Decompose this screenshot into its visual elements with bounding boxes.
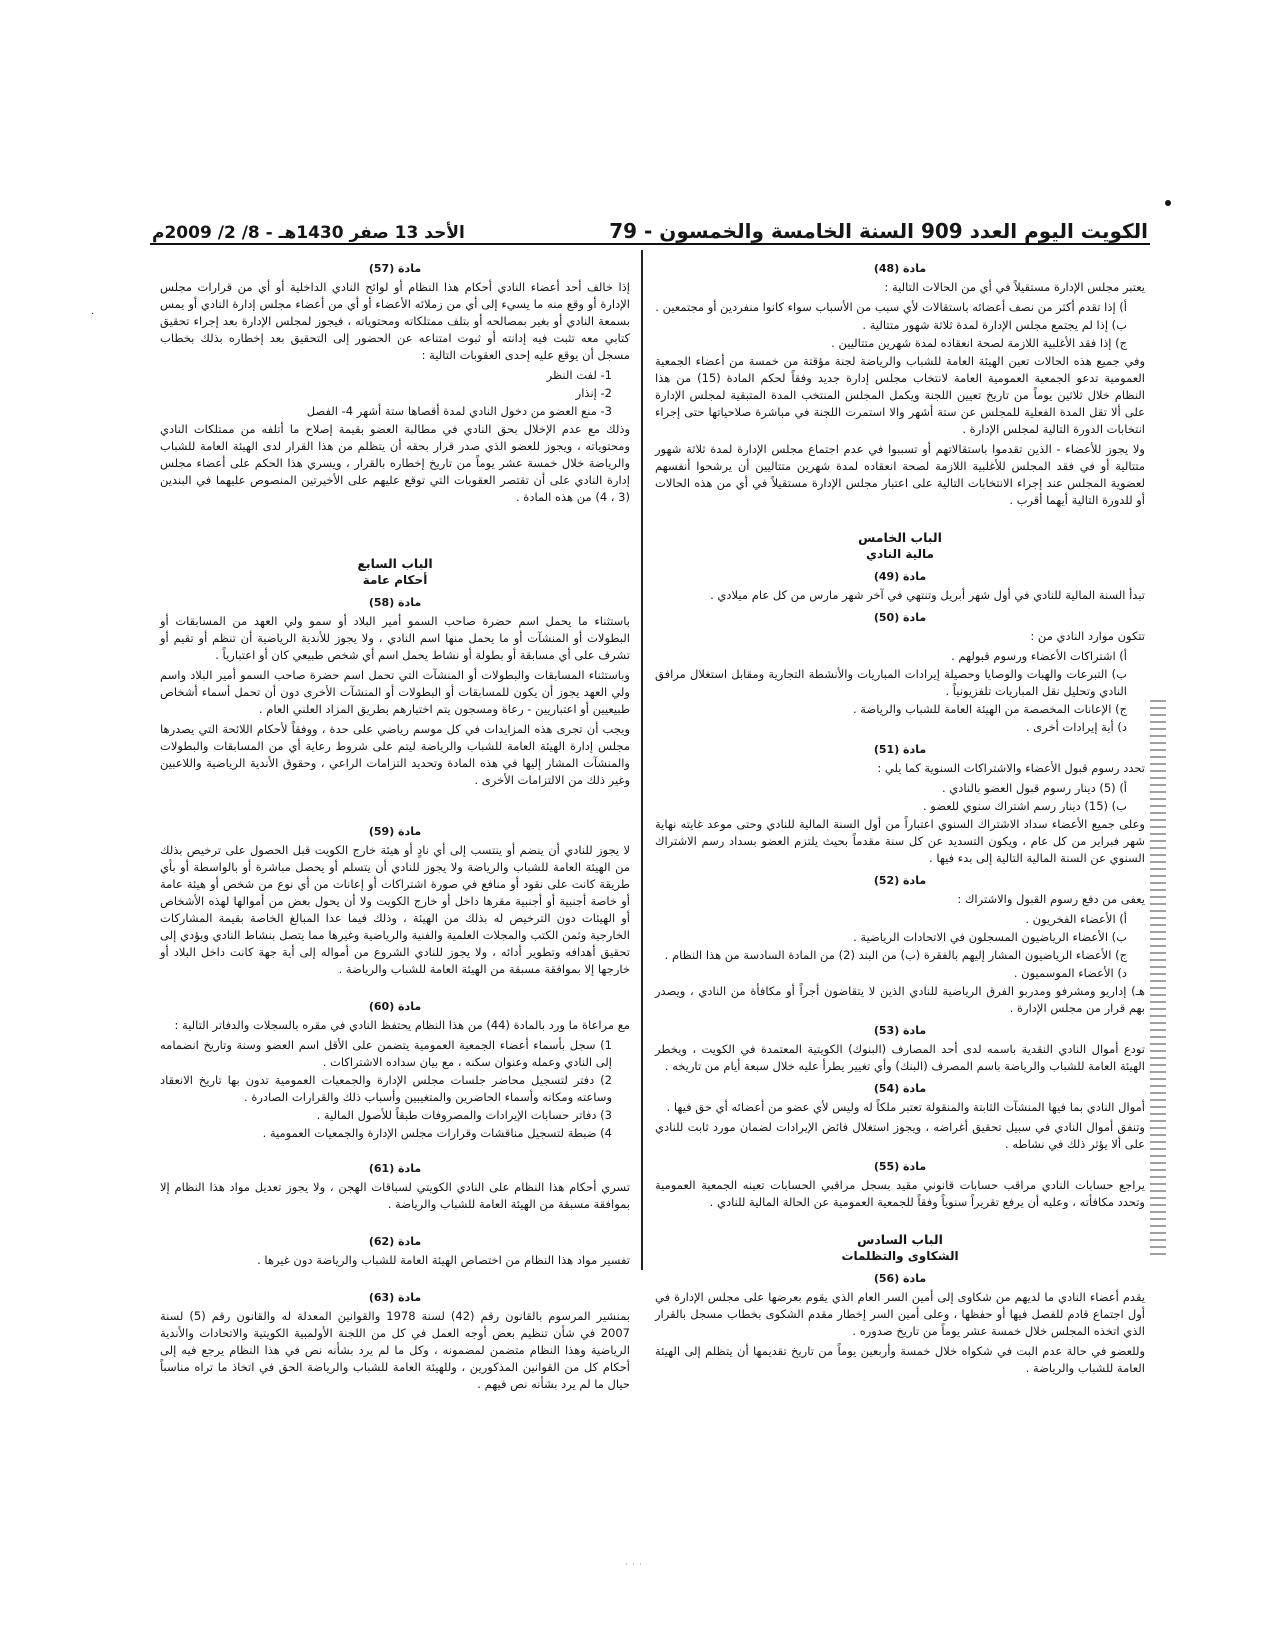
article-text: أموال النادي بما فيها المنشآت الثابتة والمنقولة تعتبر ملكاً له وليس لأي عضو من أعضائه أي حق فيها . [666, 1100, 1145, 1114]
article-text: يراجع حسابات النادي مراقب حسابات قانوني مقيد بسجل مراقبي الحسابات تعينه الجمعية العمومية وتحدد مكافأته ، وعليه أن يرفع تقريراً سنوياً وفقاً للجمعية العمومية عن الحالة المالية للنادي . [655, 1178, 1145, 1209]
article-text: تبدأ السنة المالية للنادي في أول شهر أبريل وتنتهي في آخر شهر مارس من كل عام ميلادي . [710, 588, 1145, 602]
article-list [160, 1037, 630, 1142]
list-item: د) أية إيرادات أخرى . [1025, 720, 1127, 734]
article-title: مادة (59) [368, 825, 422, 838]
article-text: يعفى من دفع رسوم القبول والاشتراك : [957, 892, 1145, 906]
scan-footer-mark: · · · [625, 1560, 643, 1569]
article-title: مادة (56) [873, 1272, 927, 1285]
article-text: تتكون موارد النادي من : [1030, 629, 1145, 643]
article-title: مادة (63) [368, 1291, 422, 1304]
article-text: لا يجوز للنادي أن ينضم أو ينتسب إلى أي نادٍ أو هيئة خارج الكويت قبل الحصول على ترخيص بذلك من الهيئة العامة للشباب والرياضة ولا يجوز للنادي أن يتسلم أو يحصل مباشرة أو بالواسطة أو بأي طريقة كانت على نقود أو منافع في صورة اشتراكات أو إعانات من أي نوع من شخص أو هيئة عامة أو خاصة أجنبية أو أجنبية مقرها داخل أو خارج الكويت ولا أن يحول بعض من أموالها لهذه الأشخاص أو الهيئات دون الترخيص له بذلك من الهيئة ، وذلك فيما عدا المبالغ الخاصة بقيمة المشاركات الخارجية وثمن الكتب والمجلات العلمية والفنية والرياضية وغيرها مما يتصل بنشاط النادي ويؤدي إلى تحقيق أهدافه وتطوير أدائه ، ولا يجوز للنادي الشروع من أمواله إلى أية جهة كانت داخل البلاد أو خارجها إلا بموافقة مسبقة من الهيئة العامة للشباب والرياضة . [160, 843, 630, 976]
article-text: ولا يجوز للأعضاء - الذين تقدموا باستقالاتهم أو تسببوا في عدم اجتماع مجلس الإدارة لمدة ثلاثة شهور متتالية أو في فقد المجلس للأغلبية اللازمة لصحة انعقاده لمدة شهرين متتاليين أن يرشحوا أنفسهم لعضوية المجلس عند إجراء الانتخابات التالية على اعتبار مجلس الإدارة مستقيلاً في أي من هذه الحالات أو للدورة التالية أيهما أقرب . [655, 442, 1145, 507]
article-title: مادة (50) [873, 611, 927, 624]
list-item: 4) ضبطة لتسجيل مناقشات وقرارات مجلس الإدارة والجمعيات العمومية . [262, 1126, 612, 1140]
list-item: ب) الأعضاء الرياضيون المسجلون في الاتحادات الرياضية . [853, 930, 1127, 944]
list-item: أ) الأعضاء الفخريون . [1025, 912, 1127, 926]
left-column [160, 255, 630, 1396]
header-issue: الكويت اليوم العدد 909 السنة الخامسة والخمسون - 79 [609, 219, 1148, 243]
article-title: مادة (58) [368, 596, 422, 609]
column-divider [641, 250, 643, 1270]
article-text: تسري أحكام هذا النظام على النادي الكويتي لسباقات الهجن ، ولا يجوز تعديل مواد هذا النظام إلا بموافقة مسبقة من الهيئة العامة للشباب والرياضة . [160, 1180, 630, 1211]
article-list [655, 299, 1145, 352]
article-title: مادة (60) [368, 1000, 422, 1013]
article-title: مادة (55) [873, 1160, 927, 1173]
article-title: مادة (53) [873, 1024, 927, 1037]
list-item: 3- منع العضو من دخول النادي لمدة أقصاها ستة أشهر 4- الفصل [306, 404, 612, 418]
article-title: مادة (52) [873, 874, 927, 887]
chapter-title: الباب السادس [857, 1232, 943, 1247]
list-item: ج) الإعانات المخصصة من الهيئة العامة للشباب والرياضة . [852, 702, 1127, 716]
article-title: مادة (51) [873, 743, 927, 756]
list-item: ب) التبرعات والهبات والوصايا وحصيلة إيرادات المباريات والأنشطة التجارية ومقابل استغلال مرافق النادي وتحليل نقل المباريات تلفزيونياً . [655, 667, 1127, 698]
list-item: ج) إذا فقد الأغلبية اللازمة لصحة انعقاده لمدة شهرين متتاليين . [831, 336, 1127, 350]
article-title: مادة (62) [368, 1235, 422, 1248]
list-item: ب) إذا لم يجتمع مجلس الإدارة لمدة ثلاثة شهور متتالية . [862, 318, 1127, 332]
article-text: وباستثناء المسابقات والبطولات أو المنشآت التي تحمل اسم حضرة صاحب السمو أمير البلاد واسم ولي العهد يجوز أن يكون للمسابقات أو البطولات أو المنشآت الأخرى دون أن تحمل أسماء أشخاص طبيعيين أو اعتباريين - رعاة ومسجون يتم اختيارهم بطريق المزاد العلني العام . [160, 668, 630, 716]
chapter-title: الباب الخامس [858, 530, 942, 545]
article-text: إذا خالف أحد أعضاء النادي أحكام هذا النظام أو لوائح النادي الداخلية أو أي من قرارات مجلس الإدارة أو وقع منه ما يسيء إلى أي من زملائه الأعضاء أو أي من أعضاء مجلس إدارة النادي أو يمس بسمعة النادي أو بغير بمصالحه أو بتلف ممتلكاته ومحتوياته ، فيجوز لمجلس الإدارة بعد إجراء تحقيق كتابي معه تثبت فيه إدانته أو ثبوت امتناعه عن الحضور إلى التحقيق بعد إخطاره بذلك بخطاب مسجل أن يوقع عليه إحدى العقوبات التالية : [160, 280, 630, 362]
list-item: ب) (15) دينار رسم اشتراك سنوي للعضو . [922, 799, 1127, 813]
chapter-subtitle: الشكاوى والتظلمات [841, 1249, 959, 1263]
article-title: مادة (48) [873, 262, 927, 275]
scan-edge-artifact [1150, 700, 1166, 1260]
article-list [655, 911, 1145, 982]
article-text: وفي جميع هذه الحالات تعين الهيئة العامة للشباب والرياضة لجنة مؤقتة من خمسة من أعضاء الجمعية العمومية تدعو الجمعية العمومية العامة لانتخاب مجلس إدارة جديد وفقاً لحكم المادة (15) من هذا النظام خلال ثلاثين يوماً من تاريخ تعيين اللجنة ويكمل المجلس المنتخب المدة المتبقية لمجلس الإدارة على ألا تقل المدة الفعلية للمجلس عن ستة أشهر والا استمرت اللجنة في مباشرة صلاحياتها حتى إجراء انتخابات الدورة التالية لمجلس الإدارة . [655, 354, 1145, 436]
chapter-title: الباب السابع [357, 556, 433, 571]
chapter-subtitle: مالية النادي [866, 547, 934, 561]
article-text: هـ) إداريو ومشرفو ومدربو الفرق الرياضية للنادي الذين لا يتقاضون أجراً أو مكافأة من النادي ، ويصدر بهم قرار من مجلس الإدارة . [655, 984, 1145, 1015]
article-text: باستثناء ما يحمل اسم حضرة صاحب السمو أمير البلاد أو سمو ولي العهد من المسابقات أو البطولات أو المنشآت أو ما يحمل منها اسم النادي ، ولا يجوز للأندية الرياضية أن تنظم أو تقيم أو تشرف على أي مسابقة أو بطولة أو نشاط يحمل اسم أي شخص طبيعي كان أو اعتبارياً . [160, 614, 630, 662]
list-item: 3) دفاتر حسابات الإيرادات والمصروفات طبقاً للأصول المالية . [316, 1108, 612, 1122]
list-item: 2) دفتر لتسجيل محاضر جلسات مجلس الإدارة والجمعيات العمومية تدون بها تاريخ الانعقاد وساعته ومكانه وأسماء الحاضرين والمتغيبين وأسباب ذلك والقرارات الصادرة . [160, 1073, 612, 1104]
article-title: مادة (61) [368, 1162, 422, 1175]
article-text: تفسير مواد هذا النظام من اختصاص الهيئة العامة للشباب والرياضة دون غيرها . [257, 1253, 630, 1267]
article-title: مادة (54) [873, 1082, 927, 1095]
list-item: ج) الأعضاء الرياضيون المشار إليهم بالفقرة (ب) من البند (2) من المادة السادسة من هذا النظام . [664, 948, 1127, 962]
article-text: يقدم أعضاء النادي ما لديهم من شكاوى إلى أمين السر العام الذي يقوم بعرضها على مجلس الإدارة في أول اجتماع قادم للفصل فيها أو حفظها ، وعلى أمين السر إخطار مقدم الشكوى بخطاب مسجل بالقرار الذي اتخذه المجلس خلال خمسة عشر يوماً من تاريخ صدوره . [655, 1290, 1145, 1338]
list-item: أ) اشتراكات الأعضاء ورسوم قبولهم . [951, 649, 1127, 663]
article-text: بمنشير المرسوم بالقانون رقم (42) لسنة 1978 والقوانين المعدلة له والقانون رقم (5) لسنة 2007 في شأن تنظيم بعض أوجه العمل في كل من اللجنة الأولمبية الكويتية والاتحادات والأندية الرياضية وهذا النظام متضمن لمضمونه ، وكل ما لم يرد بشأنه نص في هذا النظام يرجع فيه إلى أحكام كل من القوانين المذكورين ، وللهيئة العامة للشباب والرياضة الحق في اتخاذ ما تراه مناسباً حيال ما لم يرد بشأنه نص فيهم . [160, 1309, 630, 1391]
article-text: مع مراعاة ما ورد بالمادة (44) من هذا النظام يحتفظ النادي في مقره بالسجلات والدفاتر التالية : [174, 1018, 630, 1032]
article-list [655, 648, 1145, 736]
article-text: وذلك مع عدم الإخلال بحق النادي في مطالبة العضو بقيمة إصلاح ما أتلفه من ممتلكات النادي ومحتوياته ، ويجوز للعضو الذي صدر قرار بحقه أن يتظلم من هذا القرار لدى الهيئة العامة للشباب والرياضة خلال خمسة عشر يوماً من تاريخ إخطاره بالقرار ، ويسري هذا الحكم على أعضاء مجلس إدارة النادي على أن تقتصر العقوبات التي توقع عليهم على الأخيرتين المنصوص عليهما في البندين (3 ، 4) من هذه المادة . [160, 422, 630, 504]
article-text: وعلى جميع الأعضاء سداد الاشتراك السنوي اعتباراً من أول السنة المالية للنادي وحتى موعد غايته نهاية شهر فبراير من كل عام ، ويكون التسديد عن كل سنة مقدماً بحيث يلتزم العضو بسداد رسم الاشتراك السنوي عن السنة المالية التالية إلى بدء فيها . [655, 817, 1145, 865]
article-text: تودع أموال النادي النقدية باسمه لدى أحد المصارف (البنوك) الكويتية المعتمدة في الكويت ، ويخطر الهيئة العامة للشباب والرياضة باسم المصرف (البنك) وأي تغيير يطرأ عليه خلال سبعة أيام من تاريخه . [655, 1042, 1145, 1073]
article-text: ويجب أن تجرى هذه المزايدات في كل موسم رياضي على حدة ، ووفقاً لأحكام اللائحة التي يصدرها مجلس إدارة الهيئة العامة للشباب والرياضة ليتم على شروط رعاية أي من المسابقات والبطولات والمنشآت المشار إليها في هذه المادة وتحديد التزامات الراعي ، وحقوق الأندية الرياضية واللاعبين وغير ذلك من الالتزامات الأخرى . [160, 722, 630, 787]
list-item: 1- لفت النظر [546, 368, 612, 382]
article-title: مادة (49) [873, 570, 927, 583]
article-text: وتنفق أموال النادي في سبيل تحقيق أغراضه ، ويجوز استغلال فائض الإيرادات لضمان مورد ثابت للنادي على ألا يؤثر ذلك في نشاطه . [655, 1120, 1145, 1151]
right-column [655, 255, 1145, 1380]
article-text: تحدد رسوم قبول الأعضاء والاشتراكات السنوية كما يلي : [877, 761, 1145, 775]
header-date: الأحد 13 صفر 1430هـ - 8/ 2/ 2009م [152, 223, 465, 243]
article-text: وللعضو في حالة عدم البت في شكواه خلال خمسة وأربعين يوماً من تاريخ تقديمها أن يتظلم إلى الهيئة العامة للشباب والرياضة . [655, 1344, 1145, 1375]
article-list [160, 367, 630, 420]
article-text: يعتبر مجلس الإدارة مستقيلاً في أي من الحالات التالية : [884, 280, 1145, 294]
list-item: أ) (5) دينار رسوم قبول العضو بالنادي . [941, 781, 1127, 795]
article-list [655, 780, 1145, 815]
chapter-subtitle: أحكام عامة [362, 573, 428, 587]
page-header [150, 205, 1150, 245]
list-item: أ) إذا تقدم أكثر من نصف أعضائه باستقالات لأي سبب من الأسباب سواء كانوا منفردين أو مجتمعين . [655, 300, 1127, 314]
list-item: 1) سجل بأسماء أعضاء الجمعية العمومية يتضمن على الأقل اسم العضو وسنة وتاريخ انضمامه إلى النادي وعمله وعنوان سكنه ، مع بيان سداده الاشتراكات . [160, 1038, 612, 1069]
list-item: 2- إنذار [575, 386, 612, 400]
article-title: مادة (57) [368, 262, 422, 275]
list-item: د) الأعضاء الموسميون . [1013, 966, 1127, 980]
margin-mark: ٠ [90, 308, 96, 319]
scan-dot [1165, 200, 1171, 206]
